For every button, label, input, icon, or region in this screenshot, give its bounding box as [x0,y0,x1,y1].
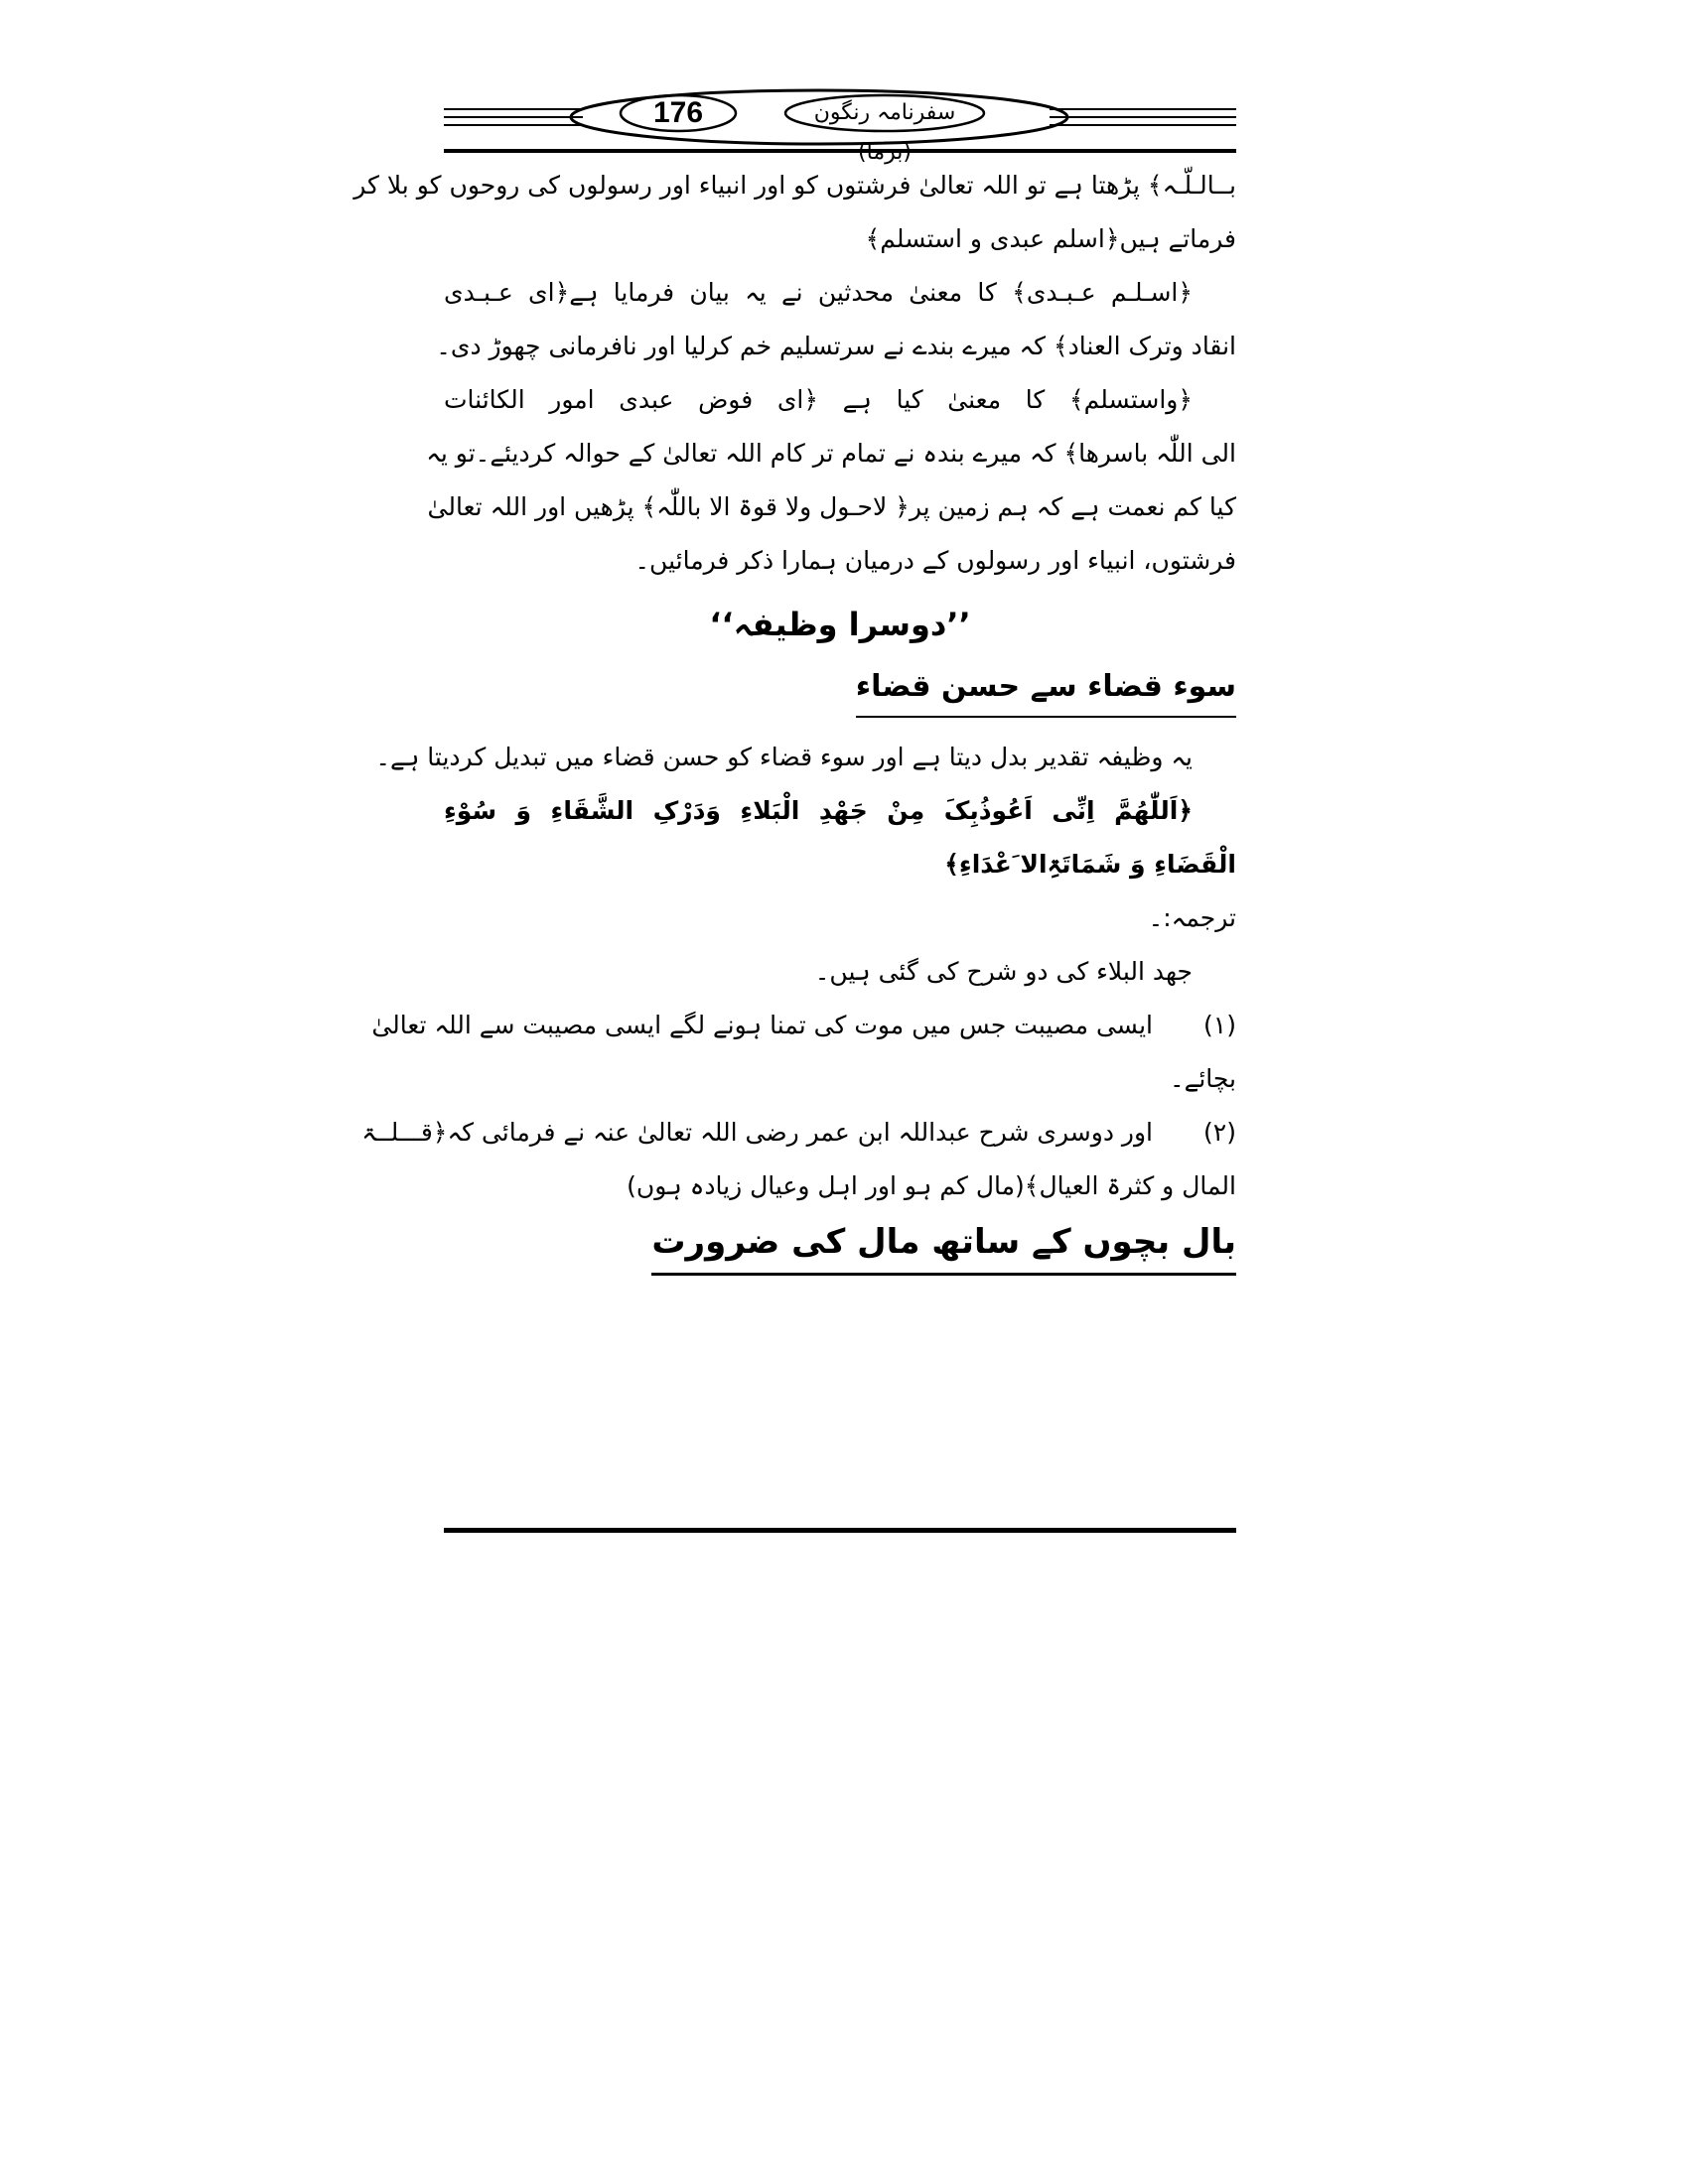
text-line: ﴿اسـلـم عـبـدی﴾ کا معنیٰ محدثین نے یہ بیان فرمایا ہے﴿ای عـبـدی [444,278,1193,307]
text-line: ﴿واستسلم﴾ کا معنیٰ کیا ہے ﴿ای فوض عبدی امور الکائنات [444,385,1193,414]
numbered-point [371,999,1236,1052]
text-line: فرشتوں، انبیاء اور رسولوں کے درمیان ہمارا ذکر فرمائیں۔ [634,546,1236,575]
dua-line: ﴿اَللّٰھُمَّ اِنِّی اَعُوذُبِکَ مِنْ جَھْدِ الْبَلاءِ وَدَرْکِ الشَّقَاءِ وَ سُوْءِ [444,796,1193,825]
point-text: ایسی مصیبت جس میں موت کی تمنا ہونے لگے ایسی مصیبت سے اللہ تعالیٰ [371,1011,1153,1039]
text-line: انقاد وترک العناد﴾ کہ میرے بندے نے سرتسلیم خم کرلیا اور نافرمانی چھوڑ دی۔ [436,332,1236,360]
point-number: (۲) [1203,1118,1236,1147]
point-text: اور دوسری شرح عبداللہ ابن عمر رضی اللہ تعالیٰ عنہ نے فرمائی کہ﴿قـــلــۃ [361,1118,1153,1147]
text-line: یہ وظیفہ تقدیر بدل دیتا ہے اور سوء قضاء کو حسن قضاء میں تبدیل کردیتا ہے۔ [375,743,1193,771]
translation-label: ترجمہ:۔ [1148,903,1236,932]
dua-line: الْقَضَاءِ وَ شَمَاتَۃِالا َعْدَاءِ﴾ [944,850,1236,879]
subheading: سوء قضاء سے حسن قضاء [856,662,1236,718]
text-line: کیا کم نعمت ہے کہ ہم زمین پر﴿ لاحـول ولا قوۃ الا باللّٰہ﴾ پڑھیں اور اللہ تعالیٰ [427,492,1236,521]
page-header [444,83,1236,149]
text-line: جھد البلاء کی دو شرح کی گئی ہیں۔ [814,957,1193,986]
section-title: ’’دوسرا وظیفہ‘‘ [709,606,971,643]
footer-rule [444,1528,1236,1533]
text-line: الی اللّٰہ باسرھا﴾ کہ میرے بندہ نے تمام تر کام اللہ تعالیٰ کے حوالہ کردیئے۔تو یہ [426,439,1236,468]
book-title: سفرنامہ رنگون [813,100,956,125]
text-line: بــالـلّـہ﴾ پڑھتا ہے تو اللہ تعالیٰ فرشتوں کو اور انبیاء اور رسولوں کی روحوں کو بلا کر [353,171,1236,200]
header-rule [444,149,1236,153]
text-line: فرماتے ہیں﴿اسلم عبدی و استسلم﴾ [865,224,1236,253]
book-page [353,83,1236,1533]
point-number: (۱) [1203,1011,1236,1039]
numbered-point [361,1106,1236,1160]
page-number: 176 [652,96,704,129]
subheading-row [444,1213,1236,1285]
text-line: المال و کثرۃ العیال﴾(مال کم ہو اور اہل وعیال زیادہ ہوں) [627,1171,1236,1200]
subheading: بال بچوں کے ساتھ مال کی ضرورت [651,1213,1236,1276]
text-line: بچائے۔ [1170,1064,1236,1093]
page-body [353,159,1236,1285]
subheading-row [444,661,1236,731]
